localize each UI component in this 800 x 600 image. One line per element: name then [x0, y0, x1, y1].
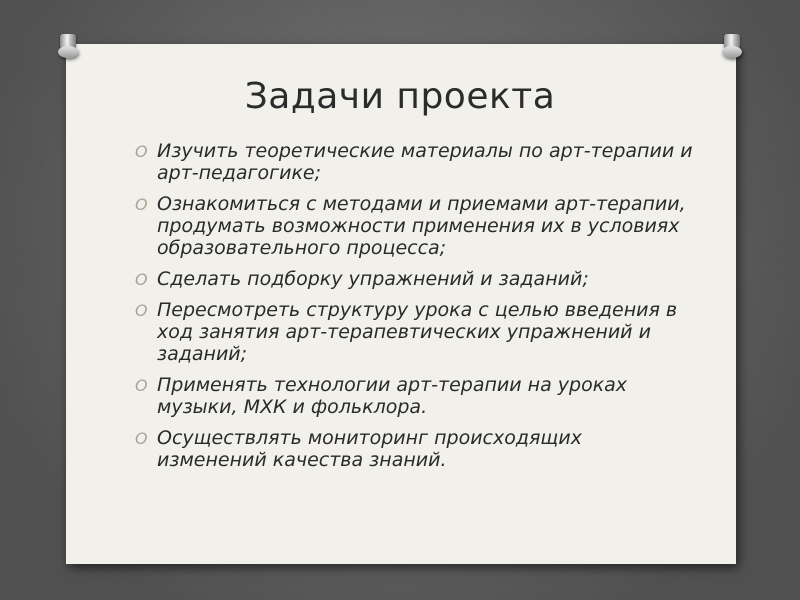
bullet-icon: O [135, 301, 148, 320]
list-item-text: Сделать подборку упражнений и заданий; [157, 268, 589, 290]
pin-right-icon [722, 34, 742, 64]
bullet-icon: O [135, 270, 148, 289]
bullet-icon: O [135, 429, 148, 448]
list-item-text: Применять технологии арт-терапии на уроках музыки, МХК и фольклора. [157, 374, 628, 418]
list-item-text: Пересмотреть структуру урока с целью введения в ход занятия арт-терапевтических упражнений и заданий; [157, 299, 678, 365]
list-item-text: Изучить теоретические материалы по арт-терапии и арт-педагогике; [157, 140, 693, 184]
task-list [133, 140, 693, 480]
list-item [133, 193, 693, 259]
bullet-icon: O [135, 195, 148, 214]
list-item [133, 374, 693, 418]
list-item [133, 140, 693, 184]
list-item [133, 268, 693, 290]
list-item-text: Ознакомиться с методами и приемами арт-терапии, продумать возможности применения их в условиях образовательного процесса; [157, 193, 686, 259]
list-item [133, 427, 693, 471]
list-item [133, 299, 693, 365]
bullet-icon: O [135, 142, 148, 161]
slide-title: Задачи проекта [244, 76, 556, 117]
bullet-icon: O [135, 376, 148, 395]
pin-left-icon [58, 34, 78, 64]
list-item-text: Осуществлять мониторинг происходящих изменений качества знаний. [157, 427, 582, 471]
